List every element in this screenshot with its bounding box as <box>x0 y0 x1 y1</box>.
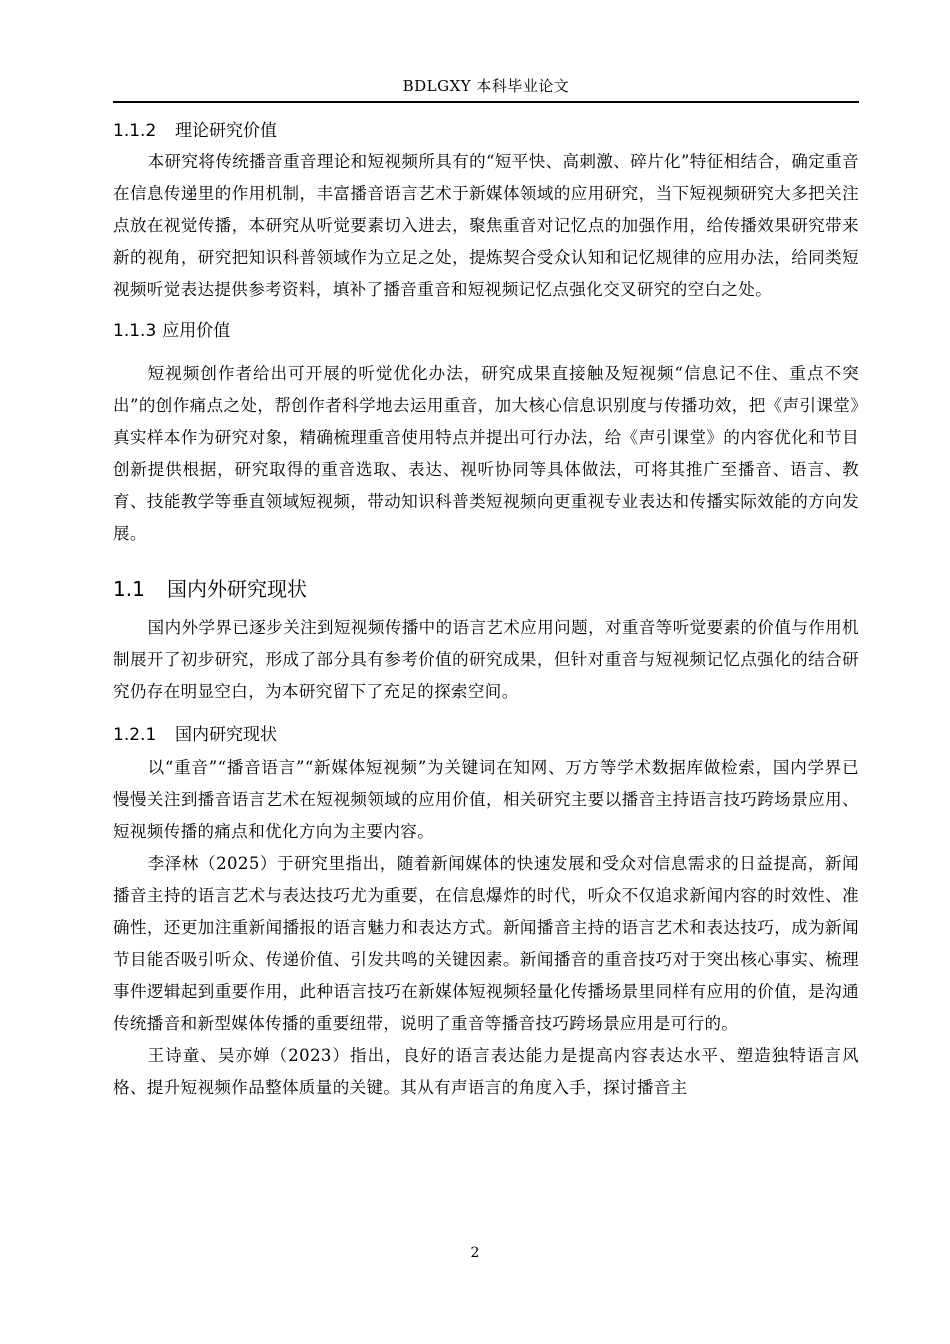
section-number: 1.2.1 <box>113 725 157 745</box>
section-number: 1.1.3 <box>113 321 157 341</box>
section-heading-1-1 <box>113 574 859 604</box>
paragraph: 本研究将传统播音重音理论和短视频所具有的“短平快、高刺激、碎片化”特征相结合，确定重音在信息传递里的作用机制，丰富播音语言艺术于新媒体领域的应用研究，当下短视频研究大多把关注点放在视觉传播，本研究从听觉要素切入进去，聚焦重音对记忆点的加强作用，给传播效果研究带来新的视角，研究把知识科普领域作为立足之处，提炼契合受众认知和记忆规律的应用办法，给同类短视频听觉表达提供参考资料，填补了播音重音和短视频记忆点强化交叉研究的空白之处。 <box>113 152 859 299</box>
paragraph: 王诗童、吴亦婵（2023）指出，良好的语言表达能力是提高内容表达水平、塑造独特语言风格、提升短视频作品整体质量的关键。其从有声语言的角度入手，探讨播音主 <box>113 1046 859 1097</box>
section-number: 1.1.2 <box>113 121 157 141</box>
section-heading-1-2-1 <box>113 722 859 748</box>
section-heading-1-1-2 <box>113 118 859 144</box>
section-title: 理论研究价值 <box>175 121 277 141</box>
paragraph: 国内外学界已逐步关注到短视频传播中的语言艺术应用问题，对重音等听觉要素的价值与作用机制展开了初步研究，形成了部分具有参考价值的研究成果，但针对重音与短视频记忆点强化的结合研究仍存在明显空白，为本研究留下了充足的探索空间。 <box>113 618 859 701</box>
running-header: BDLGXY 本科毕业论文 <box>402 77 570 95</box>
paragraph: 李泽林（2025）于研究里指出，随着新闻媒体的快速发展和受众对信息需求的日益提高，新闻播音主持的语言艺术与表达技巧尤为重要，在信息爆炸的时代，听众不仅追求新闻内容的时效性、准确性，还更加注重新闻播报的语言魅力和表达方式。新闻播音主持的语言艺术和表达技巧，成为新闻节目能否吸引听众、传递价值、引发共鸣的关键因素。新闻播音的重音技巧对于突出核心事实、梳理事件逻辑起到重要作用，此种语言技巧在新媒体短视频轻量化传播场景里同样有应用的价值，是沟通传统播音和新型媒体传播的重要纽带，说明了重音等播音技巧跨场景应用是可行的。 <box>113 854 859 1033</box>
section-title: 国内外研究现状 <box>167 577 307 601</box>
section-title: 应用价值 <box>162 321 231 341</box>
header-rule <box>113 101 859 103</box>
section-heading-1-1-3 <box>113 318 859 344</box>
page-number: 2 <box>470 1245 480 1261</box>
page-body <box>113 118 859 1104</box>
paragraph: 以“重音”“播音语言”“新媒体短视频”为关键词在知网、万方等学术数据库做检索，国内学界已慢慢关注到播音语言艺术在短视频领域的应用价值，相关研究主要以播音主持语言技巧跨场景应用、短视频传播的痛点和优化方向为主要内容。 <box>113 758 859 841</box>
section-number: 1.1 <box>113 577 145 601</box>
paragraph: 短视频创作者给出可开展的听觉优化办法，研究成果直接触及短视频“信息记不住、重点不突出”的创作痛点之处，帮创作者科学地去运用重音，加大核心信息识别度与传播功效，把《声引课堂》真实样本作为研究对象，精确梳理重音使用特点并提出可行办法，给《声引课堂》的内容优化和节目创新提供根据，研究取得的重音选取、表达、视听协同等具体做法，可将其推广至播音、语言、教育、技能教学等垂直领域短视频，带动知识科普类短视频向更重视专业表达和传播实际效能的方向发展。 <box>113 364 859 543</box>
section-title: 国内研究现状 <box>175 725 277 745</box>
